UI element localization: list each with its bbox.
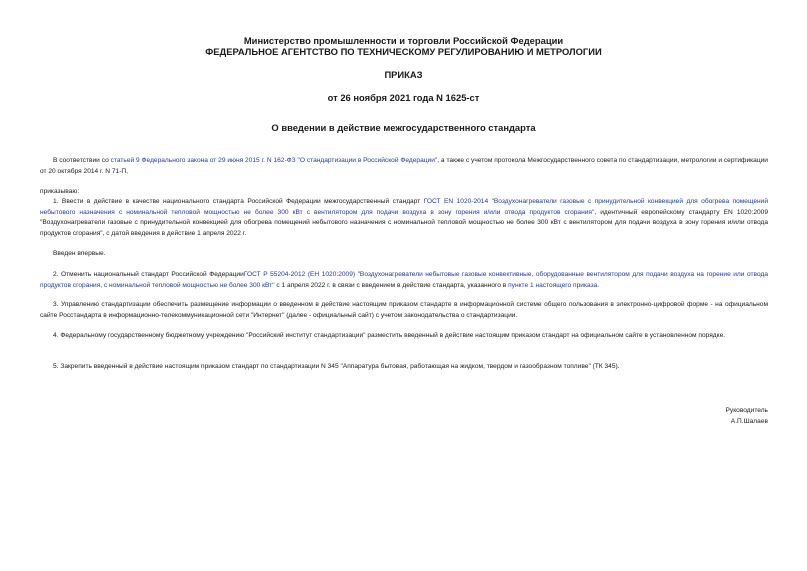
order-word: приказываю: (40, 188, 80, 195)
clause-1-link[interactable]: пункте 1 настоящего приказа (508, 281, 598, 289)
gost-r-55204-link[interactable]: ГОСТ Р 55204-2012 (ЕН 1020:2009) "Воздухонагреватели небытовые газовые конвективные, оборудованные вентилятором для подачи воздуха на горение или отвода продуктов сгорания, с номинальной тепловой мощностью не более 300 кВт" (40, 271, 768, 289)
signatory-role: Руководитель (725, 407, 768, 414)
federal-law-link[interactable]: статьей 9 Федерального закона от 29 июня 2015 г. N 162-ФЗ "О стандартизации в Российской Федерации" (110, 157, 438, 164)
item-2-text-middle: с 1 апреля 2022 г. в связи с введением в действие стандарта, указанного в (274, 281, 509, 289)
item-4-paragraph: 4. Федеральному государственному бюджетному учреждению "Российский институт стандартизации" разместить введенный в действие настоящим приказом стандарт на официальном сайте в установленном порядке. (53, 332, 726, 339)
item-3-paragraph: 3. Управлению стандартизации обеспечить размещение информации о введенном в действие настоящим приказом стандарте в информационной системе общего пользования в электронно-цифровой форме - на официальном сайте Росстандарта в информационно-телекоммуникационной сети "Интернет" (далее - официальный сайт) с учетом законодательства о стандартизации. (40, 301, 768, 319)
date-number-heading: от 26 ноября 2021 года N 1625-ст (327, 92, 480, 103)
preamble-text-start: В соответствии со (53, 157, 111, 164)
agency-heading: ФЕДЕРАЛЬНОЕ АГЕНТСТВО ПО ТЕХНИЧЕСКОМУ РЕГУЛИРОВАНИЮ И МЕТРОЛОГИИ (205, 46, 602, 57)
item-1-text-end: , идентичный европейскому стандарту EN 1020:2009 "Воздухонагреватели газовые с принудительной конвекцией для обогрева помещений небытового назначения с номинальной тепловой мощностью не более 300 кВт с вентилятором для подачи воздуха в зону горения и/или отвода продуктов сгорания", с датой введения в действие 1 апреля 2022 г. (40, 208, 768, 237)
item-1-paragraph (40, 197, 768, 239)
signature-block (726, 405, 768, 427)
item-5-paragraph: 5. Закрепить введенный в действие настоящим приказом стандарт по стандартизации N 345 "Аппаратура бытовая, работающая на жидком, твердом и газообразном топливе" (ТК 345). (53, 363, 620, 370)
preamble-text-end: , а также с учетом протокола Межгосударственного совета по стандартизации, метрологии и сертификации от 20 октября 2014 г. N 71-П, (40, 157, 768, 175)
gost-en-1020-link[interactable]: ГОСТ EN 1020-2014 "Воздухонагреватели газовые с принудительной конвекцией для обогрева помещений небытового назначения с номинальной тепловой мощностью не более 300 кВт с вентилятором для подачи воздуха в зону горения и/или отвода продуктов сгорания" (40, 198, 769, 216)
introduced-first-note: Введен впервые. (53, 250, 106, 257)
item-2-text-end: . (597, 281, 600, 289)
preamble-paragraph (40, 156, 768, 177)
document-title: О введении в действие межгосударственного стандарта (271, 122, 536, 133)
signatory-name: А.П.Шалаев (730, 418, 768, 425)
item-2-text-start: 2. Отменить национальный стандарт Российской Федерации (53, 271, 244, 278)
doc-type-heading: ПРИКАЗ (384, 69, 423, 80)
item-1-text-start: 1. Ввести в действие в качестве национального стандарта Российской Федерации межгосударственный стандарт (53, 198, 424, 205)
ministry-heading: Министерство промышленности и торговли Российской Федерации (243, 35, 564, 46)
item-2-paragraph (40, 270, 768, 291)
